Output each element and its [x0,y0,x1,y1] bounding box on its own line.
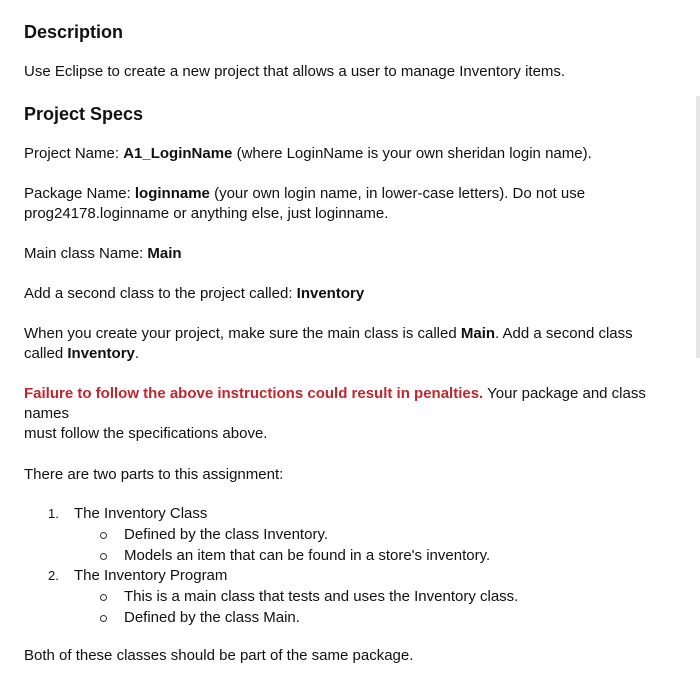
hollow-bullet-icon [100,532,107,539]
bullet-text: Defined by the class Inventory. [124,526,328,543]
list-item [74,607,692,628]
list-number: 1. [48,506,59,521]
list-number: 2. [48,568,59,583]
create-note-inventory: Inventory [67,345,135,362]
package-name-value: loginname [134,185,210,202]
scrollbar[interactable] [696,96,700,358]
parts-intro: There are two parts to this assignment: [24,466,284,483]
create-note-text-1: When you create your project, make sure the main class is called [24,325,461,342]
project-name-line [24,144,692,164]
bullet-text: This is a main class that tests and uses the Inventory class. [124,588,519,605]
hollow-bullet-icon [100,553,107,560]
project-name-value: A1_LoginName [123,145,233,162]
second-class-value: Inventory [296,285,365,302]
penalty-warning-rest-2: must follow the specifications above. [24,425,268,442]
closing-text: Both of these classes should be part of the same package. [24,647,414,664]
list-item [74,524,692,545]
penalty-warning [24,384,692,444]
package-name-label: Package Name: [24,185,135,202]
main-class-label: Main class Name: [24,245,148,262]
parts-list [24,504,692,628]
package-name-note-2: prog24178.loginname or anything else, just loginname. [24,205,389,222]
package-name-line [24,184,692,224]
project-name-note: (where LoginName is your own sheridan login name). [232,145,592,162]
create-note-text-3: called [24,345,68,362]
list-item [24,566,692,628]
package-name-note-1: (your own login name, in lower-case letters). Do not use [209,185,586,202]
hollow-bullet-icon [100,615,107,622]
create-note-text-2: . Add a second class [495,325,633,342]
sub-list [74,524,692,566]
description-text: Use Eclipse to create a new project that allows a user to manage Inventory items. [24,63,566,80]
second-class-line [24,284,692,304]
bullet-text: Defined by the class Main. [124,609,300,626]
assignment-document [24,20,692,666]
list-item [24,504,692,566]
part-title: The Inventory Class [74,505,208,522]
project-name-label: Project Name: [24,145,124,162]
description-heading: Description [24,22,124,42]
create-note-main: Main [460,325,496,342]
main-class-line [24,244,692,264]
second-class-label: Add a second class to the project called: [24,285,297,302]
bullet-text: Models an item that can be found in a store's inventory. [124,547,491,564]
sub-list [74,586,692,628]
main-class-value: Main [147,245,182,262]
penalty-warning-red: Failure to follow the above instructions could result in penalties. [24,385,484,402]
list-item [74,586,692,607]
list-item [74,545,692,566]
penalty-warning-rest-1: Your package and class names [24,385,646,422]
project-specs-heading: Project Specs [24,104,144,124]
hollow-bullet-icon [100,594,107,601]
create-note-text-4: . [134,345,140,362]
create-project-note [24,324,692,364]
part-title: The Inventory Program [74,567,228,584]
